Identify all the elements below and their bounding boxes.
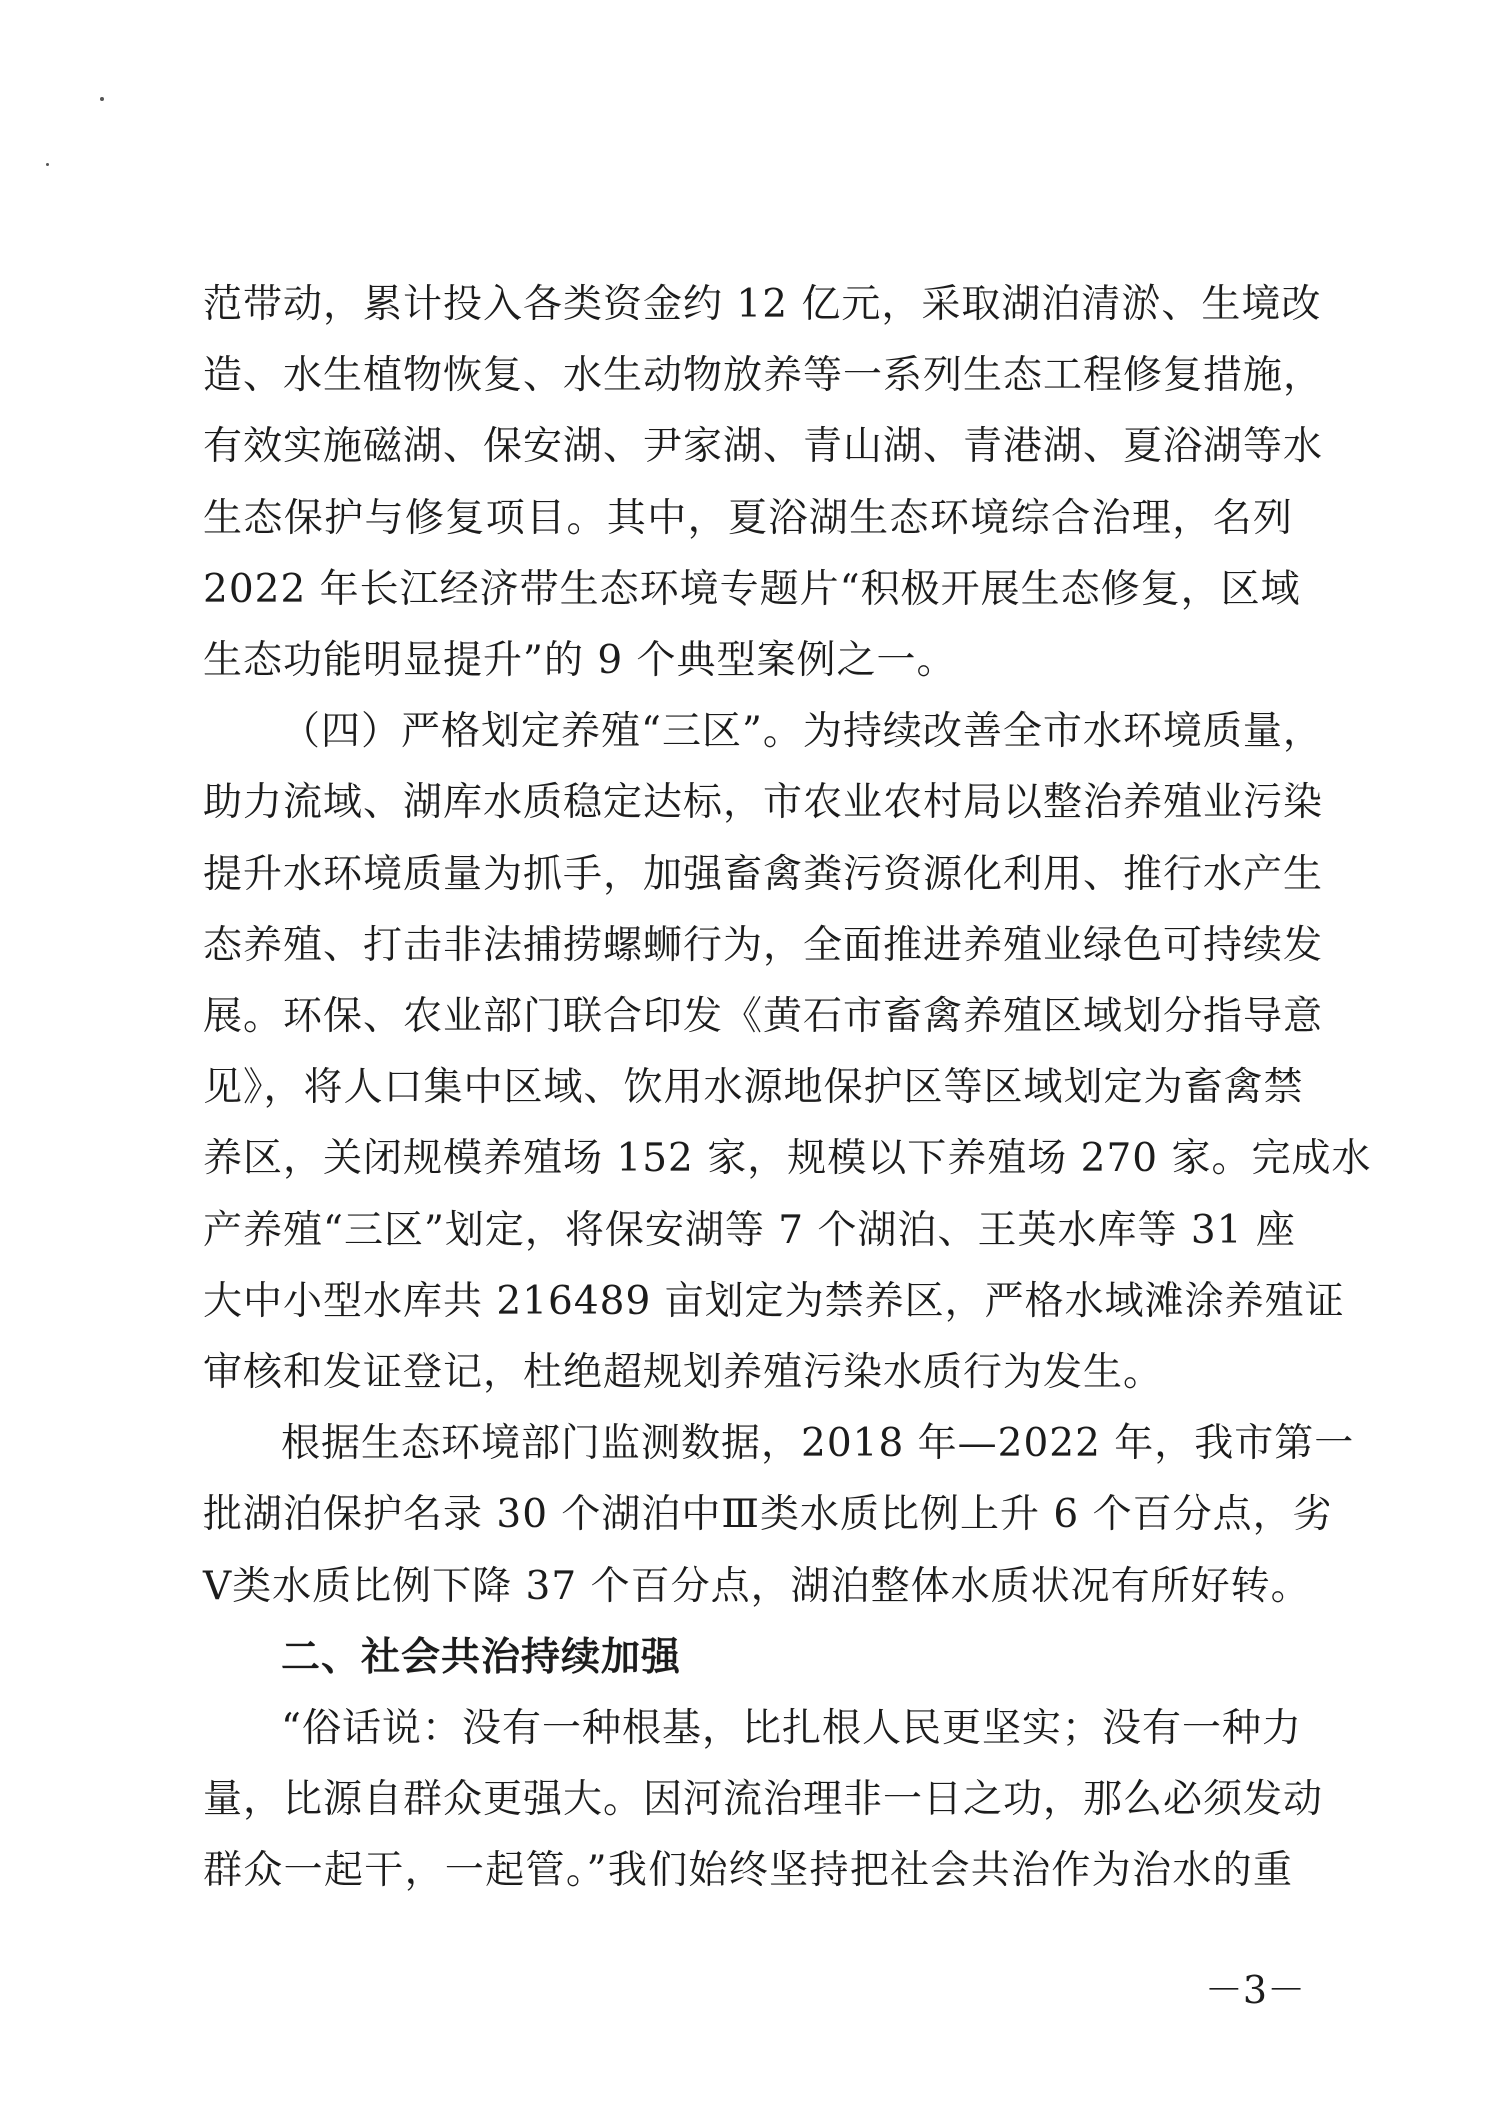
text-line: 量，比源自群众更强大。因河流治理非一日之功，那么必须发动 xyxy=(203,1777,1324,1822)
text-line: 大中小型水库共 216489 亩划定为禁养区，严格水域滩涂养殖证 xyxy=(203,1279,1345,1324)
text-line: 群众一起干，一起管。”我们始终坚持把社会共治作为治水的重 xyxy=(203,1848,1293,1893)
text-line: Ⅴ类水质比例下降 37 个百分点，湖泊整体水质状况有所好转。 xyxy=(203,1564,1311,1609)
text-line: 有效实施磁湖、保安湖、尹家湖、青山湖、青港湖、夏浴湖等水 xyxy=(203,424,1324,469)
scan-speck xyxy=(46,163,49,166)
text-line: 造、水生植物恢复、水生动物放养等一系列生态工程修复措施， xyxy=(203,353,1324,398)
text-line: “俗话说：没有一种根基，比扎根人民更坚实；没有一种力 xyxy=(281,1706,1302,1751)
text-line: （四）严格划定养殖“三区”。为持续改善全市水环境质量， xyxy=(281,709,1323,754)
scan-speck xyxy=(100,97,104,101)
text-line: 生态保护与修复项目。其中，夏浴湖生态环境综合治理，名列 xyxy=(203,496,1293,541)
text-line: 态养殖、打击非法捕捞螺蛳行为，全面推进养殖业绿色可持续发 xyxy=(203,923,1324,968)
text-line: 助力流域、湖库水质稳定达标，市农业农村局以整治养殖业污染 xyxy=(203,780,1324,825)
text-line: 展。环保、农业部门联合印发《黄石市畜禽养殖区域划分指导意 xyxy=(203,994,1324,1039)
text-line: 提升水环境质量为抓手，加强畜禽粪污资源化利用、推行水产生 xyxy=(203,852,1324,897)
text-line: 范带动，累计投入各类资金约 12 亿元，采取湖泊清淤、生境改 xyxy=(203,282,1322,327)
section-heading: 二、社会共治持续加强 xyxy=(281,1635,682,1680)
text-line: 2022 年长江经济带生态环境专题片“积极开展生态修复，区域 xyxy=(203,567,1301,612)
text-line: 批湖泊保护名录 30 个湖泊中Ⅲ类水质比例上升 6 个百分点，劣 xyxy=(203,1492,1333,1537)
text-line: 生态功能明显提升”的 9 个典型案例之一。 xyxy=(203,638,957,683)
text-line: 审核和发证登记，杜绝超规划养殖污染水质行为发生。 xyxy=(203,1350,1164,1395)
text-line: 根据生态环境部门监测数据，2018 年—2022 年，我市第一 xyxy=(281,1421,1355,1466)
text-line: 养区，关闭规模养殖场 152 家，规模以下养殖场 270 家。完成水 xyxy=(203,1136,1372,1181)
page-number: －3－ xyxy=(1204,1968,1306,2012)
text-line: 见》，将人口集中区域、饮用水源地保护区等区域划定为畜禽禁 xyxy=(203,1065,1304,1110)
text-line: 产养殖“三区”划定，将保安湖等 7 个湖泊、王英水库等 31 座 xyxy=(203,1208,1296,1253)
